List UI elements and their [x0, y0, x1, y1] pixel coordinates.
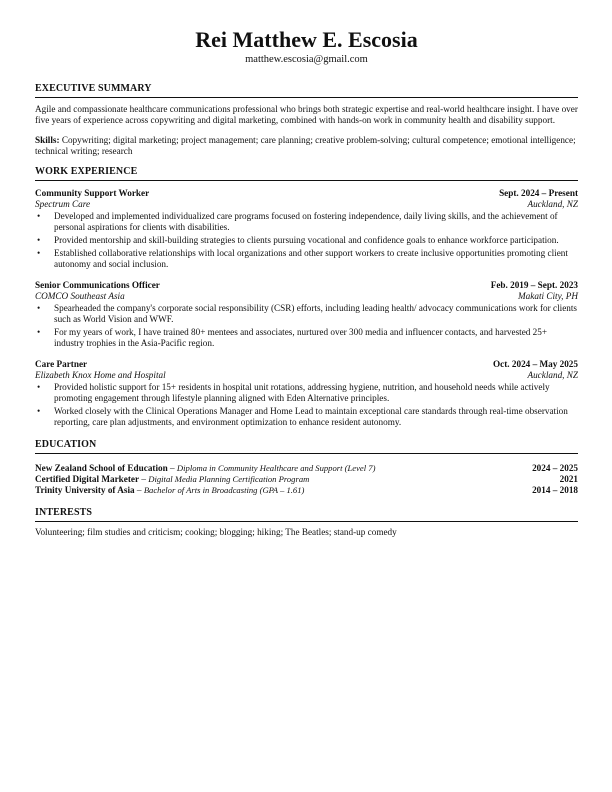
section-title-summary: EXECUTIVE SUMMARY — [35, 83, 578, 98]
edu-school: New Zealand School of Education — [35, 463, 168, 473]
job-title: Care Partner — [35, 359, 88, 369]
job-dates: Oct. 2024 – May 2025 — [493, 359, 578, 369]
job-location: Auckland, NZ — [527, 199, 578, 209]
bullet-item: • Provided mentorship and skill-building strategies to clients pursuing vocational and confidence goals to enhance workforce participation. — [37, 235, 559, 245]
bullet-icon: • — [37, 406, 41, 416]
job-company: Spectrum Care — [35, 199, 91, 209]
section-title-interests: INTERESTS — [35, 507, 578, 522]
edu-years: 2024 – 2025 — [532, 463, 578, 473]
job-entry — [35, 280, 578, 349]
job-location: Makati City, PH — [518, 291, 578, 301]
job-title: Senior Communications Officer — [35, 280, 160, 290]
job-company: Elizabeth Knox Home and Hospital — [35, 370, 166, 380]
job-dates: Sept. 2024 – Present — [499, 188, 578, 198]
job-entry — [35, 188, 578, 270]
job-bullets — [35, 211, 578, 270]
interests-text: Volunteering; film studies and criticism; cooking; blogging; hiking; The Beatles; stand-up comedy — [35, 527, 397, 537]
job-entry — [35, 359, 578, 428]
section-title-education: EDUCATION — [35, 439, 578, 454]
skills-line — [35, 135, 578, 157]
bullet-icon: • — [37, 211, 41, 221]
edu-school: Certified Digital Marketer — [35, 474, 140, 484]
skills-text: Copywriting; digital marketing; project management; care planning; creative problem-solving; cultural competence; emotional intelligence; technical writing; research — [35, 135, 576, 156]
job-location: Auckland, NZ — [527, 370, 578, 380]
job-bullets — [35, 303, 578, 349]
edu-detail: Diploma in Community Healthcare and Support (Level 7) — [176, 463, 376, 473]
resume-name: Rei Matthew E. Escosia — [195, 27, 418, 52]
bullet-item: • Developed and implemented individualized care programs focused on fostering independence, daily living skills, and the achievement of personal aspirations for clients with disabilities. — [37, 211, 558, 232]
job-dates: Feb. 2019 – Sept. 2023 — [490, 280, 578, 290]
bullet-icon: • — [37, 303, 41, 313]
bullet-item: • Provided holistic support for 15+ residents in hospital unit rotations, addressing hygiene, nutrition, and household needs while actively promoting engagement through lifestyle planning aligned with Eden Alternative principles. — [37, 382, 550, 403]
education-item: New Zealand School of Education – Diploma in Community Healthcare and Support (Level 7) 2024 – 2025 — [35, 463, 578, 473]
bullet-item: • For my years of work, I have trained 80+ mentees and associates, nurtured over 300 media and influencer contacts, and harvested 25+ industry trophies in the Asia-Pacific region. — [37, 327, 548, 348]
job-company: COMCO Southeast Asia — [35, 291, 125, 301]
education-item: Trinity University of Asia – Bachelor of Arts in Broadcasting (GPA – 1.61) 2014 – 2018 — [35, 485, 578, 495]
edu-years: 2014 – 2018 — [532, 485, 578, 495]
job-title: Community Support Worker — [35, 188, 150, 198]
edu-school: Trinity University of Asia — [35, 485, 135, 495]
summary-text: Agile and compassionate healthcare communications professional who brings both strategic expertise and real-world healthcare insight. I have over five years of experience across copywriting and digital marketing, combined with hands-on work in community health and disability support. — [35, 104, 578, 125]
bullet-icon: • — [37, 382, 41, 392]
edu-years: 2021 — [559, 474, 578, 484]
bullet-item: • Established collaborative relationships with local organizations and other support workers to create inclusive opportunities promoting client autonomy and social inclusion. — [37, 248, 568, 269]
bullet-item: • Spearheaded the company's corporate social responsibility (CSR) efforts, including leading health/ advocacy communications work for clients such as World Vision and WWF. — [37, 303, 577, 324]
bullet-icon: • — [37, 248, 41, 258]
edu-detail: Digital Media Planning Certification Program — [148, 474, 310, 484]
skills-label: Skills: — [35, 135, 60, 145]
edu-detail: Bachelor of Arts in Broadcasting (GPA – 1.61) — [143, 485, 305, 495]
bullet-icon: • — [37, 327, 41, 337]
education-list — [35, 463, 578, 496]
email-address: matthew.escosia@gmail.com — [245, 54, 368, 65]
section-title-work: WORK EXPERIENCE — [35, 166, 578, 181]
bullet-icon: • — [37, 235, 41, 245]
bullet-item: • Worked closely with the Clinical Operations Manager and Home Lead to maintain exceptional care standards through real-time observation reporting, care plan adjustments, and environment optimization to enhance resident autonomy. — [37, 406, 568, 427]
job-bullets — [35, 382, 578, 428]
education-item: Certified Digital Marketer – Digital Media Planning Certification Program 2021 — [35, 474, 578, 484]
